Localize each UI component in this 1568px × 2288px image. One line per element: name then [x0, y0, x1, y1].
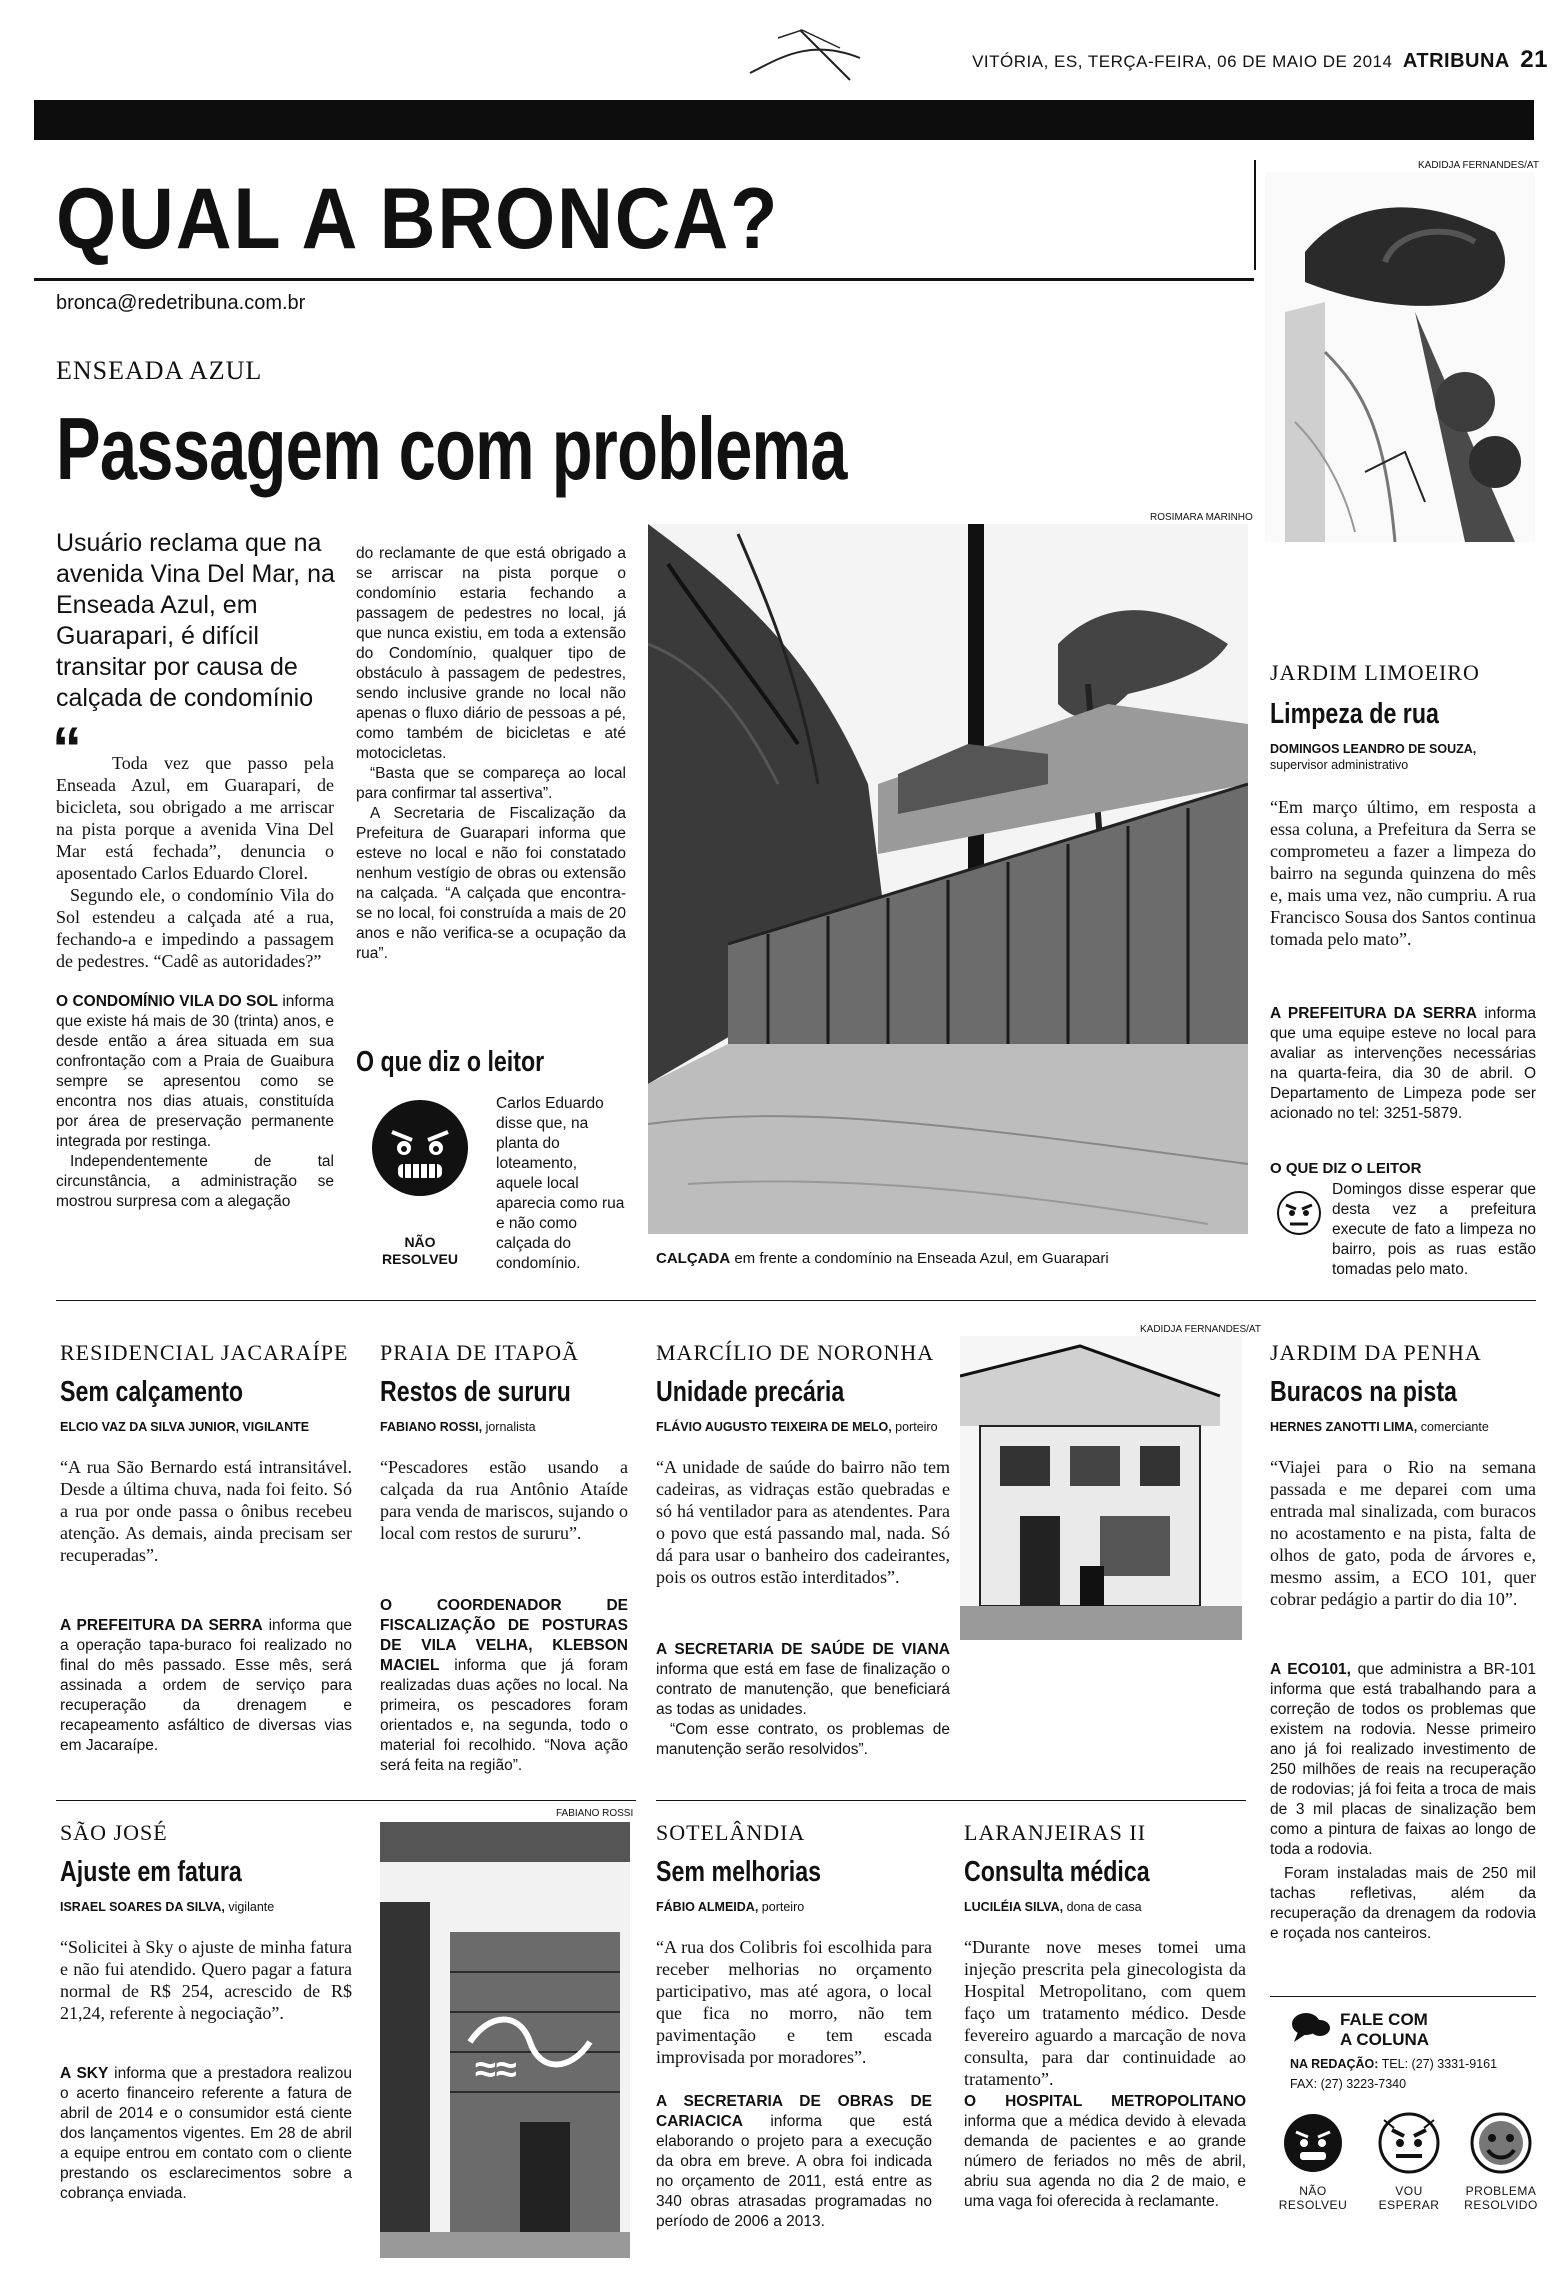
section-divider-lower-mid — [656, 1800, 1246, 1801]
main-caption-lead: CALÇADA — [656, 1250, 731, 1267]
jacaraipe-reply-text: informa que a operação tapa-buraco foi realizado no final do mês passado. Esse mês, será assinada a ordem de serviço para recuperação da drenagem e recapeamento asfáltico de diversas vias em Jacaraípe. — [60, 1617, 352, 1754]
main-headline: Passagem com problema — [56, 399, 847, 498]
main-col1-p3 — [56, 992, 334, 1152]
main-col1-p2: Segundo ele, o condomínio Vila do Sol estendeu a calçada até a rua, fechando-a e impedindo a passagem de pedestres. “Cadê as autoridades?” — [56, 885, 334, 971]
speech-bubble-icon — [1290, 2010, 1332, 2046]
jacaraipe-reply-lead: A PREFEITURA DA SERRA — [60, 1617, 263, 1634]
legend-problema-resolvido: PROBLEMA RESOLVIDO — [1464, 2184, 1538, 2212]
svg-text:≈≈: ≈≈ — [475, 2049, 517, 2091]
saojose-byline — [60, 1900, 274, 1914]
photo-credit-top-right: KADIDJA FERNANDES/AT — [1418, 160, 1539, 171]
section-divider-lower-left — [56, 1800, 636, 1801]
main-col2-p2: “Basta que se compareça ao local para confirmar tal assertiva”. — [356, 765, 626, 802]
fale-title — [1340, 2010, 1429, 2050]
saojose-reply — [60, 2064, 352, 2204]
main-col1-p3-text: informa que existe há mais de 30 (trinta) anos, e desde então a área situada em sua confrontação com a Praia de Guaibura sempre se apresentou como se encontra nos dias atuais, constituída por área de preservação permanente integrada por restinga. — [56, 993, 334, 1150]
noronha-photo-credit: KADIDJA FERNANDES/AT — [1140, 1324, 1261, 1335]
legend-vou-esperar: VOU ESPERAR — [1378, 2184, 1440, 2212]
main-col1-p4: Independentemente de tal circunstância, a administração se mostrou surpresa com a alegação — [56, 1153, 334, 1210]
noronha-byline-role: porteiro — [895, 1420, 938, 1434]
sotelandia-byline-role: porteiro — [761, 1900, 805, 1914]
noronha-quote: “A unidade de saúde do bairro não tem cadeiras, as vidraças estão quebradas e só há ventilador para as atendentes. Para o povo que está passando mal, nada. Só dá para usar o banheiro dos cadeirantes, pois os outros estão interditados”. — [656, 1457, 950, 1587]
penha-byline-role: comerciante — [1420, 1420, 1489, 1434]
header-bar — [34, 100, 1534, 140]
itapoa-reply-lead: O COORDENADOR DE FISCALIZAÇÃO DE POSTURAS DE VILA VELHA, KLEBSON MACIEL — [380, 1597, 628, 1674]
legend-nao-resolveu-icon — [1282, 2112, 1344, 2174]
handwritten-mark — [740, 18, 880, 88]
penha-reply2: Foram instaladas mais de 250 mil tachas refletivas, além da recuperação da drenagem da rodovia e roçada nos canteiros. — [1270, 1865, 1536, 1942]
fale-title-line2: A COLUNA — [1340, 2030, 1430, 2049]
main-section-label: ENSEADA AZUL — [56, 356, 263, 385]
limoeiro-byline-role: supervisor administrativo — [1270, 758, 1409, 772]
limoeiro-reply-text: informa que uma equipe esteve no local para avaliar as intervenções necessárias na quarta-feira, dia 30 de abril. O Departamento de Limpeza pode ser acionado no tel: 3251-5879. — [1270, 1005, 1536, 1122]
page-number: 21 — [1520, 46, 1548, 73]
limoeiro-leitor-title: O QUE DIZ O LEITOR — [1270, 1160, 1422, 1177]
dateline-text: VITÓRIA, ES, TERÇA-FEIRA, 06 DE MAIO DE 2014 — [972, 52, 1393, 71]
main-leitor-title: O que diz o leitor — [356, 1046, 545, 1078]
angry-face-icon — [370, 1098, 470, 1198]
limoeiro-quote: “Em março último, em resposta a essa coluna, a Prefeitura da Serra se comprometeu a fazer a limpeza do bairro na segunda quinzena do mês e, mais uma vez, não cumpriu. A rua Francisco Sousa dos Santos continua tomada pelo mato”. — [1270, 797, 1536, 949]
sotelandia-reply — [656, 2092, 932, 2232]
sotelandia-headline: Sem melhorias — [656, 1856, 822, 1888]
itapoa-byline-name: FABIANO ROSSI, — [380, 1420, 483, 1434]
noronha-reply — [656, 1640, 950, 1720]
fale-tel[interactable]: TEL: (27) 3331-9161 — [1381, 2057, 1498, 2071]
fale-redacao-label: NA REDAÇÃO: — [1290, 2057, 1379, 2071]
limoeiro-section: JARDIM LIMOEIRO — [1270, 660, 1480, 685]
laranjeiras-byline — [964, 1900, 1142, 1914]
main-col-2 — [356, 544, 626, 964]
saojose-section: SÃO JOSÉ — [60, 1820, 168, 1845]
penha-reply-text: que administra a BR-101 informa que está trabalhando para a correção de todos os problemas que existem na rodovia. Nesse primeiro ano já foi realizado investimento de 250 milhões de reais na recuperação de rodovias; já foi feita a troca de mais de 3 mil placas de sinalização bem como a pintura de faixas ao longo de toda a rodovia. — [1270, 1661, 1536, 1858]
penha-byline-name: HERNES ZANOTTI LIMA, — [1270, 1420, 1418, 1434]
limoeiro-reply — [1270, 1004, 1536, 1124]
itapoa-quote: “Pescadores estão usando a calçada da rua Antônio Ataíde para venda de mariscos, sujando o local com restos de sururu”. — [380, 1457, 628, 1543]
noronha-reply-lead: A SECRETARIA DE SAÚDE DE VIANA — [656, 1641, 950, 1658]
main-col2-p1: do reclamante de que está obrigado a se arriscar na pista porque o condomínio estaria fechando a passagem de pedestres no local, já que nunca existiu, em toda a extensão do Condomínio, qualquer tipo de obstáculo à passagem de pedestres, sendo inclusive grande no local não apenas o fluxo diário de pessoas a pé, como também de bicicletas e até motocicletas. — [356, 545, 626, 762]
jacaraipe-quote: “A rua São Bernardo está intransitável. Desde a última chuva, nada foi feito. Só a rua por onde passa o ônibus recebeu atenção. As demais, ainda precisam ser recuperadas”. — [60, 1457, 352, 1565]
dateline — [972, 46, 1548, 74]
penha-headline: Buracos na pista — [1270, 1376, 1457, 1408]
saojose-reply-text: informa que a prestadora realizou o acerto financeiro referente a fatura de abril de 2014 e o consumidor está ciente dos lançamentos vigentes. Em 28 de abril a equipe entrou em contato com o cliente prestando os esclarecimentos sobre a cobrança enviada. — [60, 2065, 353, 2202]
itapoa-headline: Restos de sururu — [380, 1376, 571, 1408]
laranjeiras-reply — [964, 2092, 1246, 2212]
jacaraipe-byline-text: ELCIO VAZ DA SILVA JUNIOR, VIGILANTE — [60, 1420, 310, 1434]
sotelandia-section: SOTELÂNDIA — [656, 1820, 806, 1845]
limoeiro-reply-lead: A PREFEITURA DA SERRA — [1270, 1005, 1478, 1022]
saojose-photo-credit: FABIANO ROSSI — [556, 1808, 634, 1819]
limoeiro-byline-name: DOMINGOS LEANDRO DE SOUZA, — [1270, 742, 1477, 756]
laranjeiras-headline: Consulta médica — [964, 1856, 1150, 1888]
main-col1-opening — [52, 715, 334, 884]
itapoa-byline — [380, 1420, 536, 1434]
sotelandia-quote: “A rua dos Colibris foi escolhida para receber melhorias no orçamento participativo, mas até agora, o local que fica no morro, não tem pavimentação e tem escada improvisada por moradores”. — [656, 1937, 932, 2067]
noronha-reply2: “Com esse contrato, os problemas de manutenção serão resolvidos”. — [656, 1721, 950, 1758]
saojose-headline: Ajuste em fatura — [60, 1856, 242, 1888]
limoeiro-leitor-text: Domingos disse esperar que desta vez a prefeitura execute de fato a limpeza no bairro, pois as ruas estão tomadas pelo mato. — [1332, 1181, 1536, 1278]
jacaraipe-headline: Sem calçamento — [60, 1376, 244, 1408]
saojose-byline-role: vigilante — [228, 1900, 275, 1914]
fale-divider — [1270, 1996, 1536, 1997]
jacaraipe-section: RESIDENCIAL JACARAÍPE — [60, 1340, 349, 1365]
noronha-photo-health-unit — [960, 1336, 1242, 1640]
laranjeiras-reply-lead: O HOSPITAL METROPOLITANO — [964, 2093, 1246, 2110]
photo-overgrown-street — [1265, 172, 1535, 542]
main-col1-p1: Toda vez que passo pela Enseada Azul, em Guarapari, de bicicleta, sou obrigado a me arriscar na pista porque a avenida Vina Del Mar está fechada”, denuncia o aposentado Carlos Eduardo Clorel. — [56, 753, 334, 883]
saojose-reply-lead: A SKY — [60, 2065, 109, 2082]
section-divider-middle — [56, 1300, 1536, 1301]
saojose-byline-name: ISRAEL SOARES DA SILVA, — [60, 1900, 225, 1914]
main-col-1 — [52, 715, 334, 1212]
laranjeiras-byline-role: dona de casa — [1066, 1900, 1142, 1914]
sotelandia-reply-text: informa que está elaborando o projeto para a execução da obra em breve. A obra foi indicada no orçamento de 2011, está entre as 340 obras atrasadas programadas no período de 2006 a 2013. — [656, 2113, 932, 2230]
noronha-byline-name: FLÁVIO AUGUSTO TEIXEIRA DE MELO, — [656, 1420, 892, 1434]
paper-name: ATRIBUNA — [1402, 50, 1510, 72]
grumpy-face-icon — [1276, 1190, 1322, 1236]
itapoa-reply-text: informa que já foram realizadas duas ações no local. Na primeira, os pescadores foram orientados e, na segunda, todo o material foi recolhido. “Nova ação será feita na região”. — [380, 1657, 628, 1774]
fale-fax: FAX: (27) 3223-7340 — [1290, 2077, 1407, 2091]
saojose-quote: “Solicitei à Sky o ajuste de minha fatura e não fui atendido. Quero pagar a fatura normal de R$ 254, acrescido de R$ 21,24, referente à negociação”. — [60, 1937, 352, 2023]
itapoa-section: PRAIA DE ITAPOÃ — [380, 1340, 580, 1365]
quote-mark: “ — [52, 715, 82, 782]
limoeiro-headline: Limpeza de rua — [1270, 698, 1439, 730]
jacaraipe-reply — [60, 1616, 352, 1756]
penha-quote: “Viajei para o Rio na semana passada e me deparei com uma entrada mal sinalizada, com buracos no acostamento e na pista, falta de olhos de gato, poda de árvores e, mesmo assim, a ECO 101, quer cobrar pedágio a partir do dia 10”. — [1270, 1457, 1536, 1609]
jacaraipe-byline — [60, 1420, 309, 1434]
itapoa-reply — [380, 1596, 628, 1776]
main-caption-text: em frente a condomínio na Enseada Azul, em Guarapari — [734, 1250, 1109, 1267]
laranjeiras-byline-name: LUCILÉIA SILVA, — [964, 1900, 1064, 1914]
laranjeiras-reply-text: informa que a médica devido à elevada demanda de pacientes e ao grande número de feriados no mês de abril, abriu sua agenda no dia 2 de maio, e uma vaga foi oferecida à reclamante. — [964, 2113, 1246, 2210]
sotelandia-reply-lead: A SECRETARIA DE OBRAS DE CARIACICA — [656, 2093, 932, 2130]
penha-section: JARDIM DA PENHA — [1270, 1340, 1482, 1365]
column-title: QUAL A BRONCA? — [56, 171, 780, 267]
main-status: NÃO RESOLVEU — [382, 1234, 458, 1267]
main-photo-caption — [656, 1250, 1109, 1267]
main-deck: Usuário reclama que na avenida Vina Del Mar, na Enseada Azul, em Guarapari, é difícil transitar por causa de calçada de condomínio — [56, 529, 335, 712]
penha-reply-lead: A ECO101, — [1270, 1661, 1351, 1678]
main-photo-credit: ROSIMARA MARINHO — [1150, 512, 1253, 523]
laranjeiras-section: LARANJEIRAS II — [964, 1820, 1147, 1845]
masthead-rule — [34, 278, 1254, 281]
main-leitor-text: Carlos Eduardo disse que, na planta do loteamento, aquele local aparecia como rua e não como calçada do condomínio. — [496, 1095, 625, 1272]
noronha-section: MARCÍLIO DE NORONHA — [656, 1340, 935, 1365]
legend-nao-resolveu: NÃO RESOLVEU — [1278, 2184, 1348, 2212]
main-col2-p3: A Secretaria de Fiscalização da Prefeitura de Guarapari informa que esteve no local e não foi constatado nenhum vestígio de obras ou extensão na calçada. “A calçada que encontra-se no local, foi construída a mais de 20 anos e não verifica-se a ocupação da rua”. — [356, 805, 626, 962]
noronha-byline — [656, 1420, 938, 1434]
sotelandia-byline — [656, 1900, 804, 1914]
column-email[interactable]: bronca@redetribuna.com.br — [56, 292, 306, 314]
main-photo-condominium-sidewalk — [648, 524, 1248, 1234]
itapoa-byline-role: jornalista — [485, 1420, 536, 1434]
sotelandia-byline-name: FÁBIO ALMEIDA, — [656, 1900, 759, 1914]
fale-redacao — [1290, 2056, 1497, 2073]
fale-title-line1: FALE COM — [1340, 2010, 1428, 2029]
penha-byline — [1270, 1420, 1489, 1434]
legend-problema-resolvido-icon — [1470, 2112, 1532, 2174]
limoeiro-byline — [1270, 742, 1476, 756]
noronha-headline: Unidade precária — [656, 1376, 845, 1408]
legend-vou-esperar-icon — [1378, 2112, 1440, 2174]
laranjeiras-quote: “Durante nove meses tomei uma injeção prescrita pela ginecologista da Hospital Metropolitano, com quem faço um tratamento médico. Desde fevereiro aguardo a marcação de nova consulta, para dar continuidade ao tratamento”. — [964, 1937, 1246, 2089]
right-column-divider — [1254, 160, 1256, 270]
main-col1-p3-lead: O CONDOMÍNIO VILA DO SOL — [56, 993, 278, 1010]
saojose-photo-graffiti — [380, 1822, 630, 2258]
penha-reply — [1270, 1660, 1536, 1860]
noronha-reply-text: informa que está em fase de finalização o contrato de manutenção, que beneficiará as todas as unidades. — [656, 1661, 950, 1718]
